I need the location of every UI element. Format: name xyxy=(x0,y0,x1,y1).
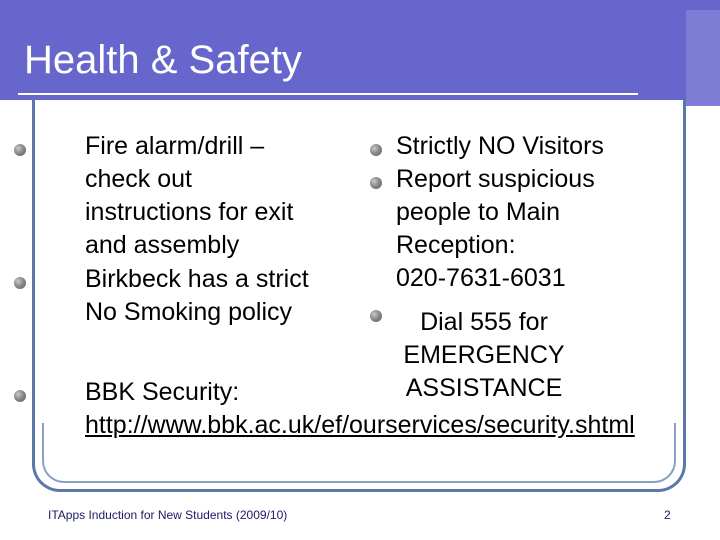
bullet-icon xyxy=(14,390,26,402)
security-link[interactable]: http://www.bbk.ac.uk/ef/ourservices/security.shtml xyxy=(85,411,635,439)
bullet-fire-alarm: Fire alarm/drill – check out instructions for exit and assembly xyxy=(85,132,294,259)
bullet-icon xyxy=(14,144,26,156)
bullet-no-visitors: Strictly NO Visitors xyxy=(396,132,604,160)
security-label: BBK Security: xyxy=(85,378,240,406)
slide-frame-left xyxy=(32,90,35,466)
title-accent xyxy=(686,10,720,106)
footer-course: ITApps Induction for New Students (2009/10) xyxy=(48,508,288,522)
bullet-security xyxy=(85,376,685,442)
slide-title: Health & Safety xyxy=(24,38,302,82)
bullet-dial-555: Dial 555 for EMERGENCY ASSISTANCE xyxy=(403,308,565,402)
bullet-icon xyxy=(14,277,26,289)
title-rule xyxy=(18,93,638,95)
page-number: 2 xyxy=(664,508,671,522)
bullet-no-smoking: Birkbeck has a strict No Smoking policy xyxy=(85,265,309,326)
bullet-report-suspicious: Report suspicious people to Main Reception: 020-7631-6031 xyxy=(396,165,595,292)
bullet-icon xyxy=(370,144,382,156)
bullet-icon xyxy=(370,310,382,322)
bullet-icon xyxy=(370,177,382,189)
